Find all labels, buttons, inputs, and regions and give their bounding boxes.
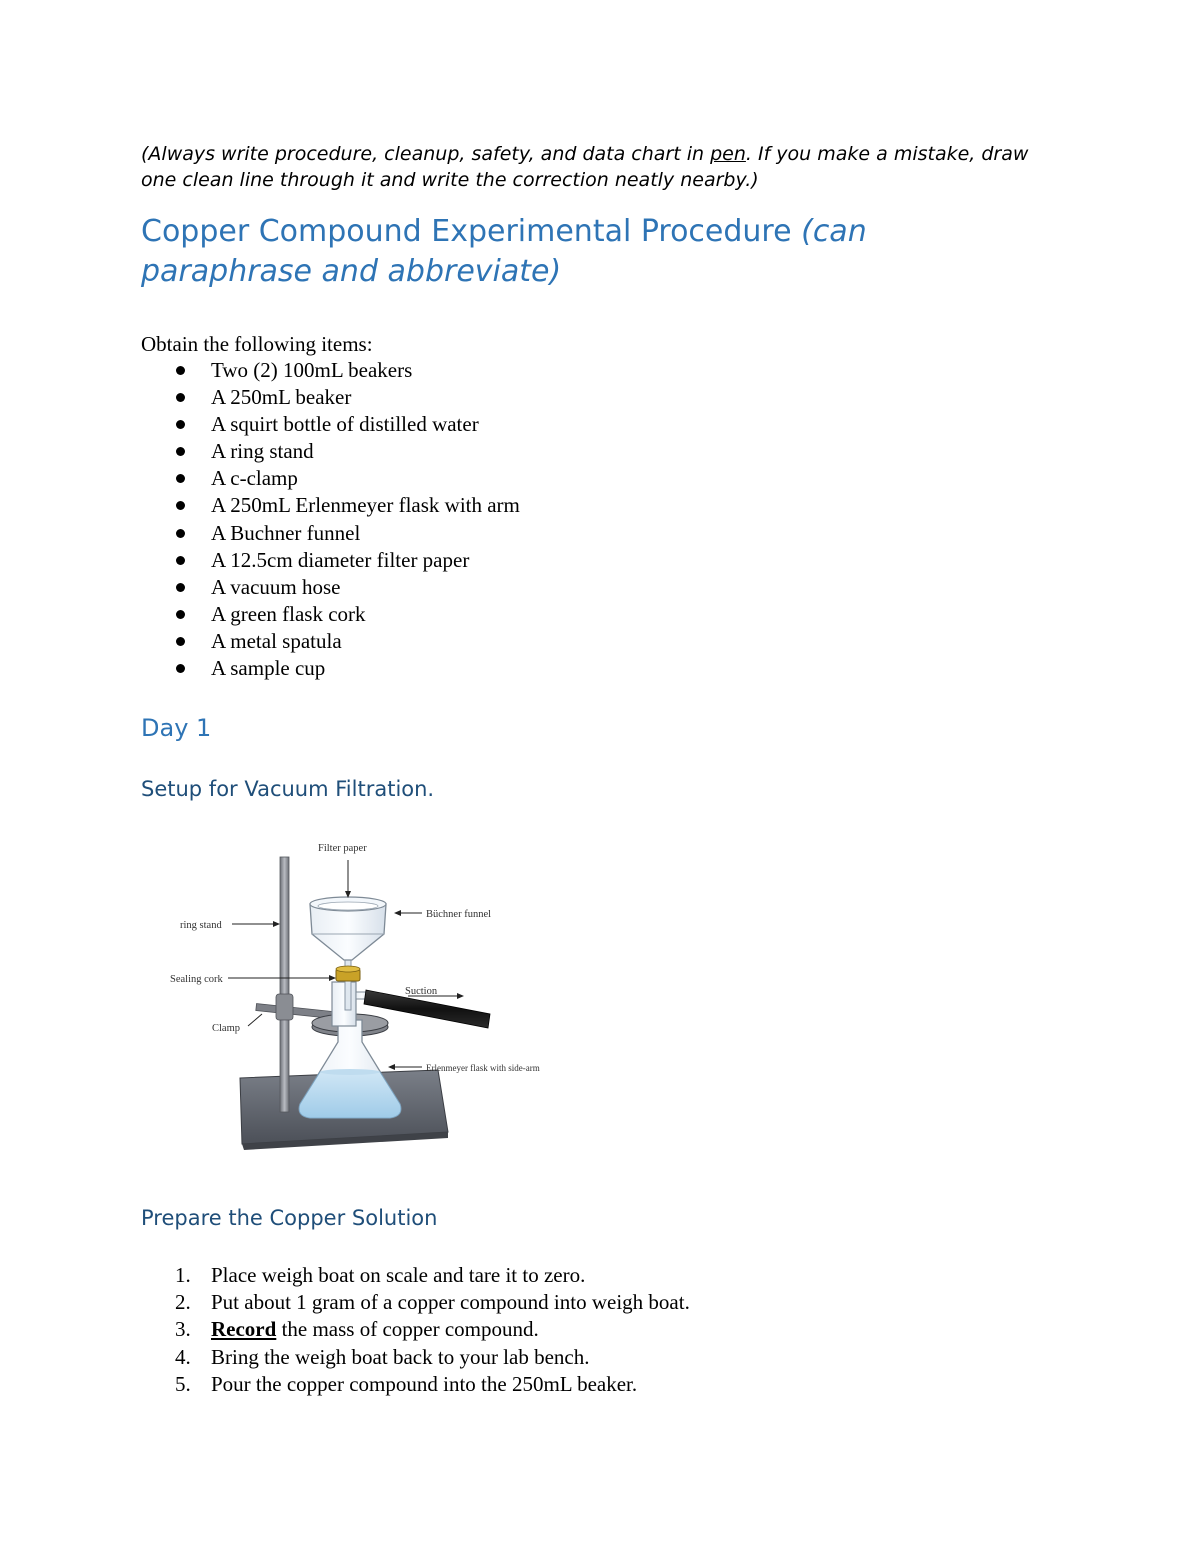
item-label: A 250mL beaker (211, 385, 352, 410)
label-flask: Erlenmeyer flask with side-arm (426, 1063, 540, 1073)
step-text: Place weigh boat on scale and tare it to zero. (211, 1263, 586, 1287)
day-1-heading: Day 1 (141, 714, 212, 742)
step-number: 1. (175, 1263, 191, 1287)
list-item (141, 1316, 690, 1343)
list-item (141, 1371, 690, 1398)
list-item (141, 465, 520, 492)
item-label: A Buchner funnel (211, 520, 361, 545)
step-number: 5. (175, 1371, 191, 1396)
bullet-icon (176, 583, 185, 592)
list-item (141, 655, 520, 682)
steps-list (141, 1262, 690, 1398)
step-bold: Record (211, 1317, 277, 1342)
item-label: A 250mL Erlenmeyer flask with arm (211, 493, 520, 518)
list-item (141, 601, 520, 628)
list-item (141, 357, 520, 384)
list-item (141, 574, 520, 601)
item-label: A green flask cork (211, 601, 366, 626)
ring-stand-rod (280, 857, 289, 1112)
label-suction: Suction (405, 986, 438, 997)
bullet-icon (176, 393, 185, 402)
bullet-icon (176, 610, 185, 619)
bullet-icon (176, 447, 185, 456)
list-item (141, 492, 520, 519)
step-number: 2. (175, 1290, 191, 1315)
list-item (141, 1262, 690, 1289)
item-label: A metal spatula (211, 628, 342, 653)
list-item (141, 1289, 690, 1316)
step-number: 3. (175, 1317, 191, 1342)
pen-instruction-note (141, 141, 1041, 193)
label-filter-paper: Filter paper (318, 843, 367, 854)
item-label: Two (2) 100mL beakers (211, 358, 413, 382)
filter-paper (318, 902, 378, 910)
item-label: A 12.5cm diameter filter paper (211, 547, 470, 572)
title-italic: (can paraphrase and abbreviate) (141, 214, 867, 289)
list-item (141, 1344, 690, 1371)
setup-heading: Setup for Vacuum Filtration. (141, 777, 435, 801)
buchner-funnel (310, 904, 386, 960)
label-clamp: Clamp (212, 1023, 240, 1034)
bullet-icon (176, 556, 185, 565)
copper-solution-heading: Prepare the Copper Solution (141, 1206, 438, 1230)
list-item (141, 628, 520, 655)
list-item (141, 438, 520, 465)
step-text: Put about 1 gram of a copper compound into weigh boat. (211, 1290, 690, 1315)
item-label: A ring stand (211, 439, 314, 464)
item-label: A c-clamp (211, 466, 298, 491)
item-label: A sample cup (211, 656, 326, 681)
note-text-2: . If you make a mistake, draw one clean line through it and write the correction neatly nearby.) (141, 143, 1029, 191)
bullet-icon (176, 637, 185, 646)
items-intro: Obtain the following items: (141, 332, 373, 356)
bullet-icon (176, 366, 185, 375)
page-title (141, 212, 1041, 292)
label-buchner-funnel: Büchner funnel (426, 909, 492, 920)
item-label: A vacuum hose (211, 574, 341, 599)
bullet-icon (176, 420, 185, 429)
note-pen-word: pen (710, 143, 746, 165)
list-item (141, 384, 520, 411)
items-list (141, 357, 520, 682)
bullet-icon (176, 529, 185, 538)
note-text-1: (Always write procedure, cleanup, safety, and data chart in (141, 143, 711, 165)
step-text: the mass of copper compound. (276, 1317, 539, 1342)
list-item (141, 547, 520, 574)
step-number: 4. (175, 1344, 191, 1369)
list-item (141, 411, 520, 438)
list-item (141, 520, 520, 547)
step-text: Bring the weigh boat back to your lab bench. (211, 1344, 590, 1369)
vacuum-filtration-diagram (160, 832, 580, 1162)
bullet-icon (176, 474, 185, 483)
bullet-icon (176, 664, 185, 673)
bullet-icon (176, 501, 185, 510)
step-text: Pour the copper compound into the 250mL beaker. (211, 1371, 638, 1396)
item-label: A squirt bottle of distilled water (211, 412, 479, 437)
label-ring-stand: ring stand (180, 920, 222, 931)
label-sealing-cork: Sealing cork (170, 974, 223, 985)
title-main: Copper Compound Experimental Procedure (141, 214, 802, 249)
